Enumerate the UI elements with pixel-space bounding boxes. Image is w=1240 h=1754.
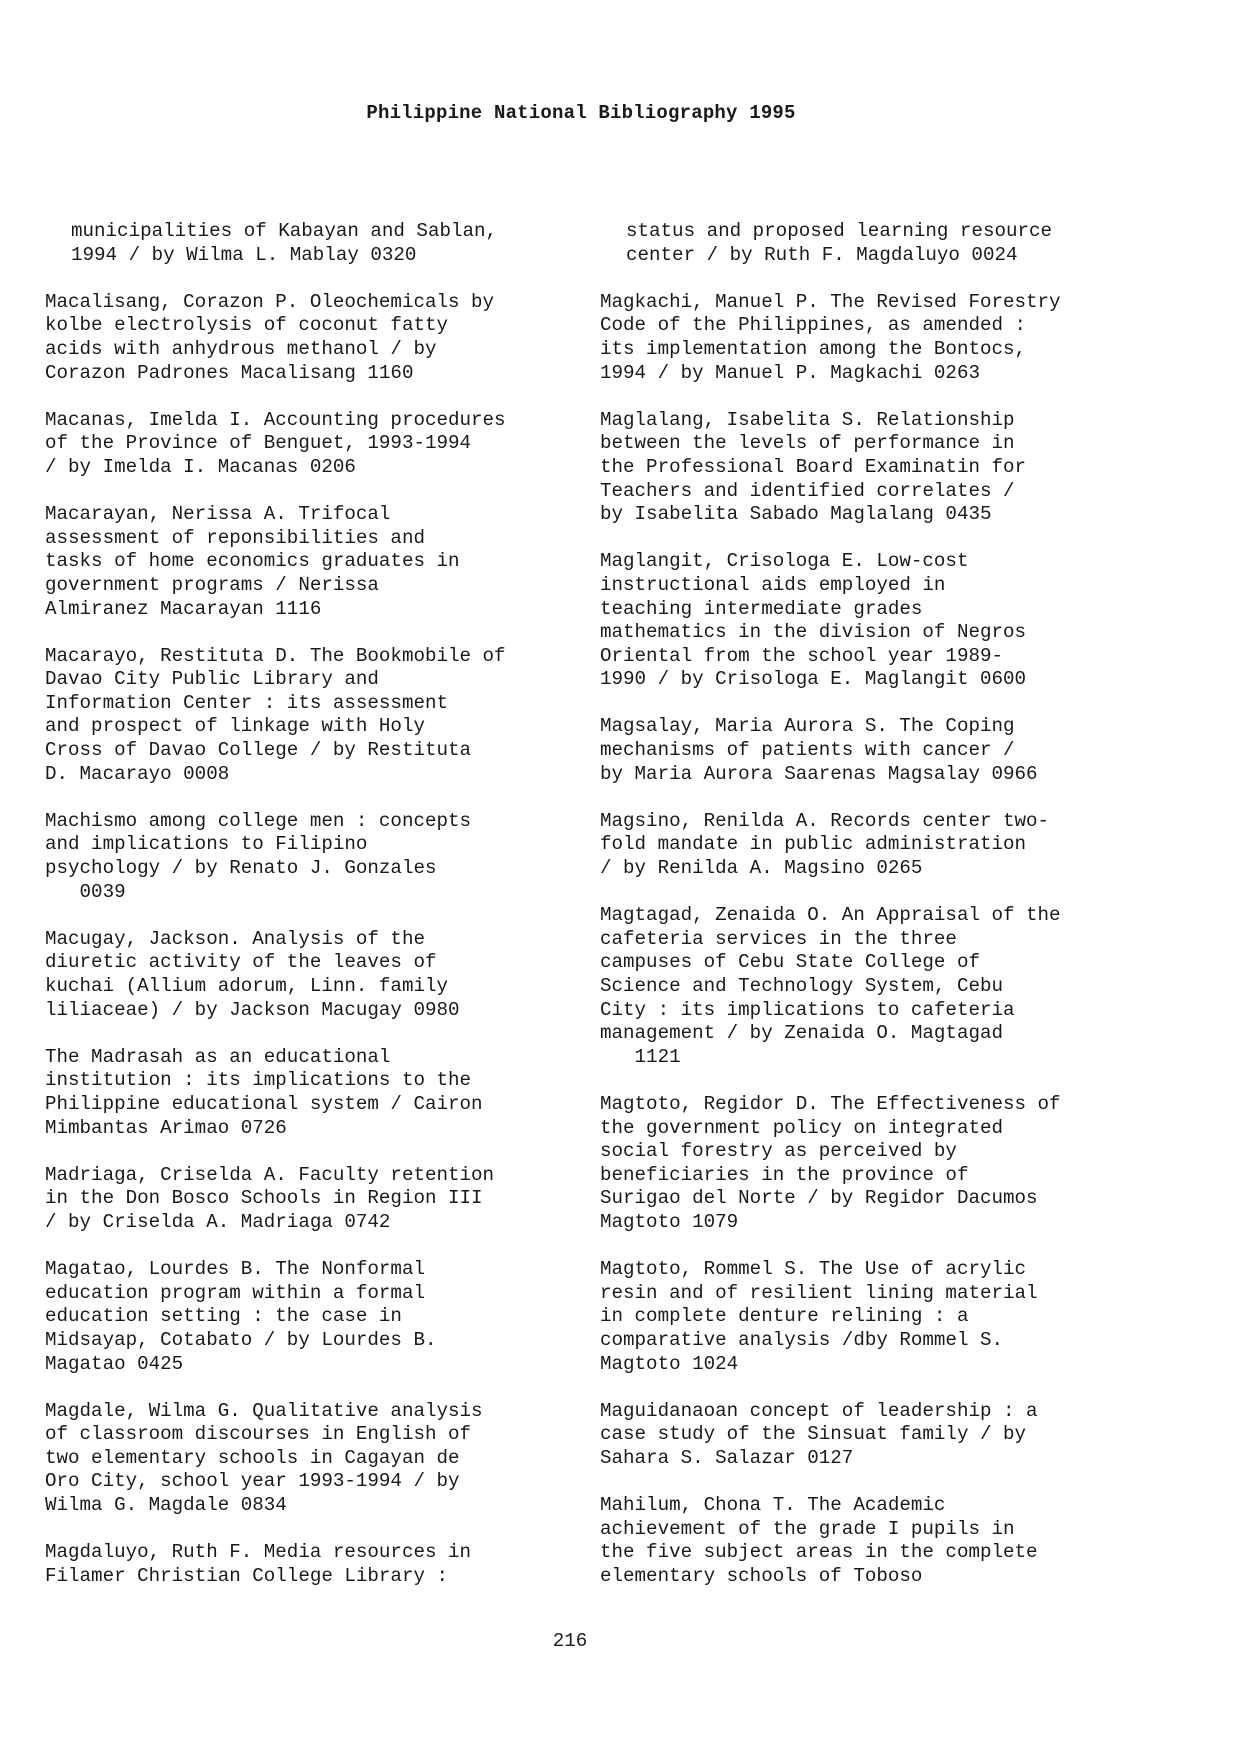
entry-line: Magatao, Lourdes B. The Nonformal — [45, 1258, 425, 1281]
entry-line: Philippine educational system / Cairon — [45, 1092, 483, 1115]
entry-line: Filamer Christian College Library : — [45, 1564, 449, 1587]
entry-line: Maglangit, Crisologa E. Low-cost — [600, 550, 969, 573]
entry-line: instructional aids employed in — [600, 573, 946, 596]
entry-line: municipalities of Kabayan and Sablan, — [71, 220, 498, 242]
entry-line: teaching intermediate grades — [600, 597, 923, 620]
bibliography-entry — [45, 810, 565, 904]
entry-line: Information Center : its assessment — [45, 691, 449, 714]
entry-line: Surigao del Norte / by Regidor Dacumos — [600, 1187, 1038, 1210]
entry-line: center / by Ruth F. Magdaluyo 0024 — [626, 243, 1018, 266]
bibliography-entry — [45, 409, 565, 480]
bibliography-entry-continuation — [45, 220, 565, 267]
entry-line: kuchai (Allium adorum, Linn. family — [45, 975, 449, 997]
entry-line: Almiranez Macarayan 1116 — [45, 597, 322, 620]
bibliography-entry — [600, 409, 1120, 527]
entry-line: Magdale, Wilma G. Qualitative analysis — [45, 1399, 483, 1422]
entry-line: Maglalang, Isabelita S. Relationship — [600, 408, 1015, 431]
right-column — [600, 220, 1120, 1612]
entry-line: The Madrasah as an educational — [45, 1045, 391, 1068]
entry-line: Magatao 0425 — [45, 1352, 184, 1375]
entry-line: Magdaluyo, Ruth F. Media resources in — [45, 1541, 472, 1564]
entry-line: tasks of home economics graduates in — [45, 550, 460, 573]
entry-line: Mahilum, Chona T. The Academic — [600, 1494, 946, 1517]
entry-line: fold mandate in public administration — [600, 833, 1027, 856]
bibliography-entry — [600, 1258, 1120, 1376]
entry-line: its implementation among the Bontocs, — [600, 337, 1027, 360]
entry-line: Magsino, Renilda A. Records center two- — [600, 809, 1050, 832]
entry-line: Science and Technology System, Cebu — [600, 975, 1004, 997]
entry-line: Magsalay, Maria Aurora S. The Coping — [600, 715, 1015, 738]
entry-line: Oriental from the school year 1989- — [600, 644, 1004, 667]
entry-line: institution : its implications to the — [45, 1069, 472, 1092]
entry-line: assessment of reponsibilities and — [45, 526, 425, 549]
entry-line: beneficiaries in the province of — [600, 1163, 969, 1186]
bibliography-entry — [600, 904, 1120, 1069]
entry-line: the five subject areas in the complete — [600, 1541, 1038, 1564]
entry-line: Magtoto, Rommel S. The Use of acrylic — [600, 1258, 1027, 1281]
bibliography-entry — [45, 1164, 565, 1235]
entry-line: 1994 / by Manuel P. Magkachi 0263 — [600, 361, 980, 384]
entry-line: mathematics in the division of Negros — [600, 621, 1027, 644]
entry-line: Teachers and identified correlates / — [600, 479, 1015, 502]
entry-line: Macugay, Jackson. Analysis of the — [45, 927, 425, 950]
entry-line: cafeteria services in the three — [600, 927, 957, 950]
entry-line: the Professional Board Examinatin for — [600, 455, 1027, 478]
entry-line: elementary schools of Toboso — [600, 1564, 923, 1587]
entry-line: / by Imelda I. Macanas 0206 — [45, 455, 356, 478]
bibliography-entry — [600, 291, 1120, 385]
bibliography-entry — [45, 645, 565, 787]
entry-line: Magtagad, Zenaida O. An Appraisal of the — [600, 904, 1061, 927]
entry-line: achievement of the grade I pupils in — [600, 1517, 1015, 1540]
entry-line: resin and of resilient lining material — [600, 1281, 1038, 1304]
entry-line: status and proposed learning resource — [626, 220, 1053, 242]
entry-line: and implications to Filipino — [45, 833, 368, 856]
entry-line: Machismo among college men : concepts — [45, 809, 472, 832]
entry-line: Mimbantas Arimao 0726 — [45, 1116, 287, 1139]
entry-line: social forestry as perceived by — [600, 1140, 957, 1163]
entry-line: / by Criselda A. Madriaga 0742 — [45, 1210, 391, 1233]
bibliography-entry — [45, 1258, 565, 1376]
bibliography-entry — [600, 1494, 1120, 1588]
entry-line: Magkachi, Manuel P. The Revised Forestry — [600, 290, 1061, 313]
left-column — [45, 220, 565, 1612]
bibliography-entry — [600, 550, 1120, 692]
bibliography-entry — [45, 1400, 565, 1518]
entry-line: Maguidanaoan concept of leadership : a — [600, 1399, 1038, 1422]
entry-line: Magtoto, Regidor D. The Effectiveness of — [600, 1092, 1061, 1115]
entry-line: City : its implications to cafeteria — [600, 998, 1015, 1021]
entry-line: Midsayap, Cotabato / by Lourdes B. — [45, 1328, 437, 1351]
entry-line: 1990 / by Crisologa E. Maglangit 0600 — [600, 668, 1027, 691]
entry-line: Macarayo, Restituta D. The Bookmobile of — [45, 644, 506, 667]
entry-line: Davao City Public Library and — [45, 668, 379, 691]
entry-line: Macanas, Imelda I. Accounting procedures — [45, 408, 506, 431]
entry-line: Oro City, school year 1993-1994 / by — [45, 1470, 460, 1493]
entry-line: diuretic activity of the leaves of — [45, 951, 437, 974]
entry-line: education setting : the case in — [45, 1305, 402, 1328]
entry-line: the government policy on integrated — [600, 1116, 1004, 1139]
entry-line: acids with anhydrous methanol / by — [45, 337, 437, 360]
entry-line: by Isabelita Sabado Maglalang 0435 — [600, 503, 992, 526]
bibliography-entry — [600, 1400, 1120, 1471]
entry-line: mechanisms of patients with cancer / — [600, 739, 1015, 762]
bibliography-entry — [45, 1541, 565, 1588]
entry-line: / by Renilda A. Magsino 0265 — [600, 857, 923, 880]
entry-line: and prospect of linkage with Holy — [45, 715, 425, 738]
entry-line: 1121 — [600, 1045, 681, 1068]
bibliography-entry — [45, 1046, 565, 1140]
entry-line: Wilma G. Magdale 0834 — [45, 1494, 287, 1517]
entry-line: campuses of Cebu State College of — [600, 951, 980, 974]
entry-line: liliaceae) / by Jackson Macugay 0980 — [45, 998, 460, 1021]
entry-line: Cross of Davao College / by Restituta — [45, 739, 472, 762]
entry-line: 0039 — [45, 880, 126, 903]
bibliography-entry — [45, 928, 565, 1022]
entry-line: two elementary schools in Cagayan de — [45, 1446, 460, 1469]
entry-line: Magtoto 1079 — [600, 1210, 739, 1233]
bibliography-entry — [45, 291, 565, 385]
entry-line: Macarayan, Nerissa A. Trifocal — [45, 503, 391, 526]
entry-line: Corazon Padrones Macalisang 1160 — [45, 361, 414, 384]
entry-line: Code of the Philippines, as amended : — [600, 314, 1027, 337]
bibliography-entry — [600, 810, 1120, 881]
page-title: Philippine National Bibliography 1995 — [366, 102, 796, 124]
bibliography-entry — [600, 715, 1120, 786]
bibliography-entry — [600, 1093, 1120, 1235]
page-number: 216 — [552, 1630, 588, 1652]
entry-line: by Maria Aurora Saarenas Magsalay 0966 — [600, 762, 1038, 785]
entry-line: in the Don Bosco Schools in Region III — [45, 1187, 483, 1210]
entry-line: Madriaga, Criselda A. Faculty retention — [45, 1163, 495, 1186]
entry-line: of classroom discourses in English of — [45, 1423, 472, 1446]
entry-line: management / by Zenaida O. Magtagad — [600, 1022, 1004, 1045]
entry-line: D. Macarayo 0008 — [45, 762, 230, 785]
entry-line: Sahara S. Salazar 0127 — [600, 1446, 854, 1469]
bibliography-entry-continuation — [600, 220, 1120, 267]
entry-line: psychology / by Renato J. Gonzales — [45, 857, 437, 880]
entry-line: case study of the Sinsuat family / by — [600, 1423, 1027, 1446]
entry-line: 1994 / by Wilma L. Mablay 0320 — [71, 243, 417, 266]
entry-line: Magtoto 1024 — [600, 1352, 739, 1375]
entry-line: education program within a formal — [45, 1281, 425, 1304]
entry-line: of the Province of Benguet, 1993-1994 — [45, 432, 472, 455]
entry-line: government programs / Nerissa — [45, 573, 379, 596]
bibliography-entry — [45, 503, 565, 621]
entry-line: kolbe electrolysis of coconut fatty — [45, 314, 449, 337]
entry-line: Macalisang, Corazon P. Oleochemicals by — [45, 290, 495, 313]
entry-line: in complete denture relining : a — [600, 1305, 969, 1328]
entry-line: comparative analysis /dby Rommel S. — [600, 1328, 1004, 1351]
entry-line: between the levels of performance in — [600, 432, 1015, 455]
